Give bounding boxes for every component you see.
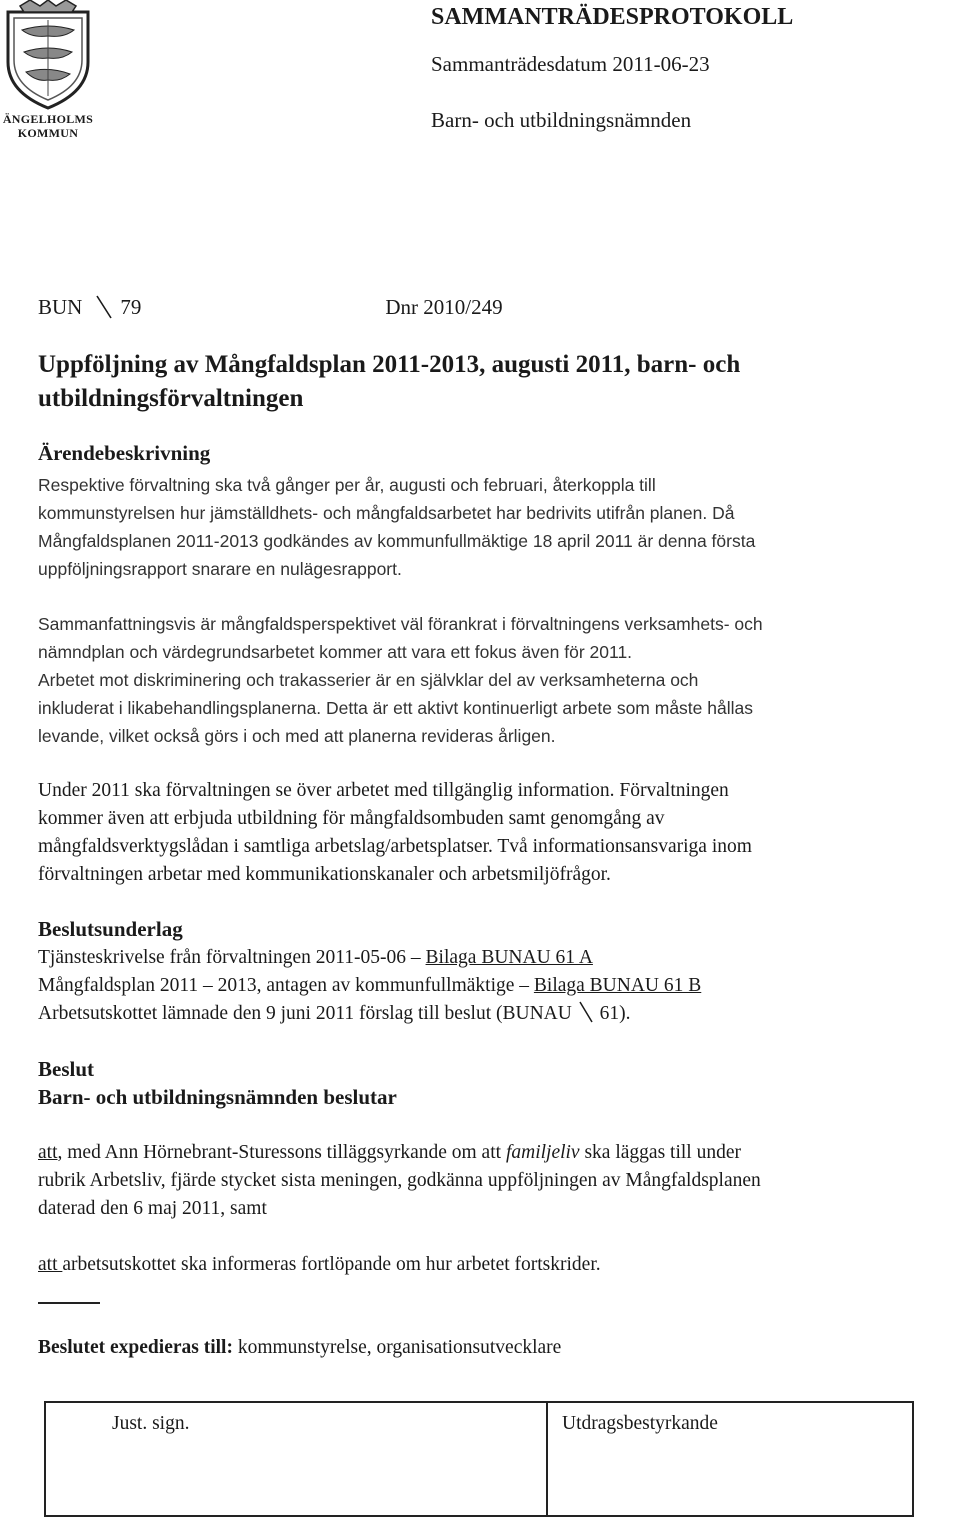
- clause-text: , med Ann Hörnebrant-Sturessons tilläggsyrkande om att: [57, 1142, 506, 1163]
- logo-caption-line1: ÄNGELHOLMS: [2, 112, 94, 126]
- italic-term: familjeliv: [505, 1142, 580, 1163]
- summary-paragraph: [38, 610, 938, 750]
- case-number: Dnr 2010/249: [385, 294, 503, 319]
- distribution-label: Beslutet expedieras till:: [38, 1337, 233, 1358]
- signature-box: [44, 1401, 914, 1517]
- paragraph-line: kommunstyrelsen hur jämställdhets- och mångfaldsarbetet har bedrivits utifrån planen. Då: [38, 503, 735, 523]
- paragraph-line: Sammanfattningsvis är mångfaldsperspektivet väl förankrat i förvaltningens verksamhets- och: [38, 614, 763, 634]
- signature-box-divider: [546, 1403, 548, 1515]
- heading-beslutsunderlag: Beslutsunderlag: [38, 917, 183, 941]
- case-description-paragraph: [38, 471, 938, 583]
- heading-beslut: Beslut: [38, 1057, 95, 1081]
- case-title: [38, 348, 918, 416]
- section-reference: [38, 294, 503, 320]
- paragraph-line: nämndplan och värdegrundsarbetet kommer att vara ett fokus även för 2011.: [38, 642, 633, 662]
- paragraph-line: Respektive förvaltning ska två gånger per år, augusti och februari, återkoppla till: [38, 475, 656, 495]
- basis-item-text: Tjänsteskrivelse från förvaltningen 2011-05-06 –: [38, 947, 426, 968]
- att-keyword: att: [38, 1254, 63, 1275]
- distribution-line: [38, 1334, 938, 1362]
- distribution-recipients: kommunstyrelse, organisationsutvecklare: [232, 1337, 562, 1358]
- paragraph-line: Under 2011 ska förvaltningen se över arbetet med tillgänglig information. Förvaltningen: [38, 780, 729, 801]
- clause-text: ska läggas till under: [579, 1142, 741, 1163]
- decision-basis-list: [38, 944, 938, 1028]
- attachment-link-a[interactable]: Bilaga BUNAU 61 A: [425, 947, 593, 968]
- clause-text: arbetsutskottet ska informeras fortlöpande om hur arbetet fortskrider.: [62, 1254, 601, 1275]
- clause-line: [38, 1139, 938, 1167]
- basis-item: [38, 944, 938, 972]
- paragraph-line: inkluderat i likabehandlingsplanerna. Detta är ett aktivt kontinuerligt arbete som måste hållas: [38, 698, 753, 718]
- section-sign-icon: [94, 294, 114, 320]
- municipality-coat-of-arms-logo: [0, 0, 96, 140]
- clause-line: [38, 1251, 938, 1279]
- heading-arendebeskrivning: Ärendebeskrivning: [38, 441, 211, 465]
- basis-item: [38, 1000, 938, 1028]
- extract-certification-label: Utdragsbestyrkande: [562, 1413, 718, 1434]
- basis-item-text: 61).: [594, 1003, 631, 1024]
- information-paragraph: [38, 777, 938, 889]
- committee-name: Barn- och utbildningsnämnden: [431, 108, 692, 132]
- paragraph-line: Arbetet mot diskriminering och trakasserier är en självklar del av verksamheterna och: [38, 670, 699, 690]
- decision-clause-1: [38, 1139, 938, 1223]
- paragraph-line: levande, vilket också görs i och med att planerna revideras årligen.: [38, 726, 556, 746]
- clause-line: rubrik Arbetsliv, fjärde stycket sista meningen, godkänna uppföljningen av Mångfaldsplanen: [38, 1170, 761, 1191]
- section-sign-icon: [577, 1001, 595, 1023]
- paragraph-line: förvaltningen arbetar med kommunikationskanaler och arbetsmiljöfrågor.: [38, 864, 611, 885]
- meeting-date: Sammanträdesdatum 2011-06-23: [431, 52, 710, 76]
- att-keyword: att: [38, 1142, 58, 1163]
- separator-line: [38, 1302, 100, 1304]
- coat-of-arms-icon: [0, 0, 96, 112]
- section-number: 79: [120, 294, 142, 319]
- logo-caption-line2: KOMMUN: [17, 126, 79, 140]
- adjuster-signature-label: Just. sign.: [112, 1413, 190, 1434]
- basis-item-text: Arbetsutskottet lämnade den 9 juni 2011 förslag till beslut (BUNAU: [38, 1003, 577, 1024]
- basis-item: [38, 972, 938, 1000]
- case-title-line: Uppföljning av Mångfaldsplan 2011-2013, augusti 2011, barn- och: [38, 351, 741, 378]
- attachment-link-b[interactable]: Bilaga BUNAU 61 B: [533, 975, 702, 996]
- case-title-line: utbildningsförvaltningen: [38, 385, 304, 412]
- paragraph-line: uppföljningsrapport snarare en nulägesrapport.: [38, 559, 402, 579]
- decision-clause-2: [38, 1251, 938, 1279]
- section-prefix: BUN: [38, 294, 83, 319]
- paragraph-line: kommer även att erbjuda utbildning för mångfaldsombuden samt genomgång av: [38, 808, 665, 829]
- paragraph-line: Mångfaldsplanen 2011-2013 godkändes av kommunfullmäktige 18 april 2011 är denna första: [38, 531, 756, 551]
- paragraph-line: mångfaldsverktygslådan i samtliga arbetslag/arbetsplatser. Två informationsansvariga inom: [38, 836, 752, 857]
- basis-item-text: Mångfaldsplan 2011 – 2013, antagen av kommunfullmäktige –: [38, 975, 534, 996]
- document-type-title: SAMMANTRÄDESPROTOKOLL: [431, 4, 794, 30]
- heading-committee-decides: Barn- och utbildningsnämnden beslutar: [38, 1085, 397, 1109]
- clause-line: daterad den 6 maj 2011, samt: [38, 1198, 267, 1219]
